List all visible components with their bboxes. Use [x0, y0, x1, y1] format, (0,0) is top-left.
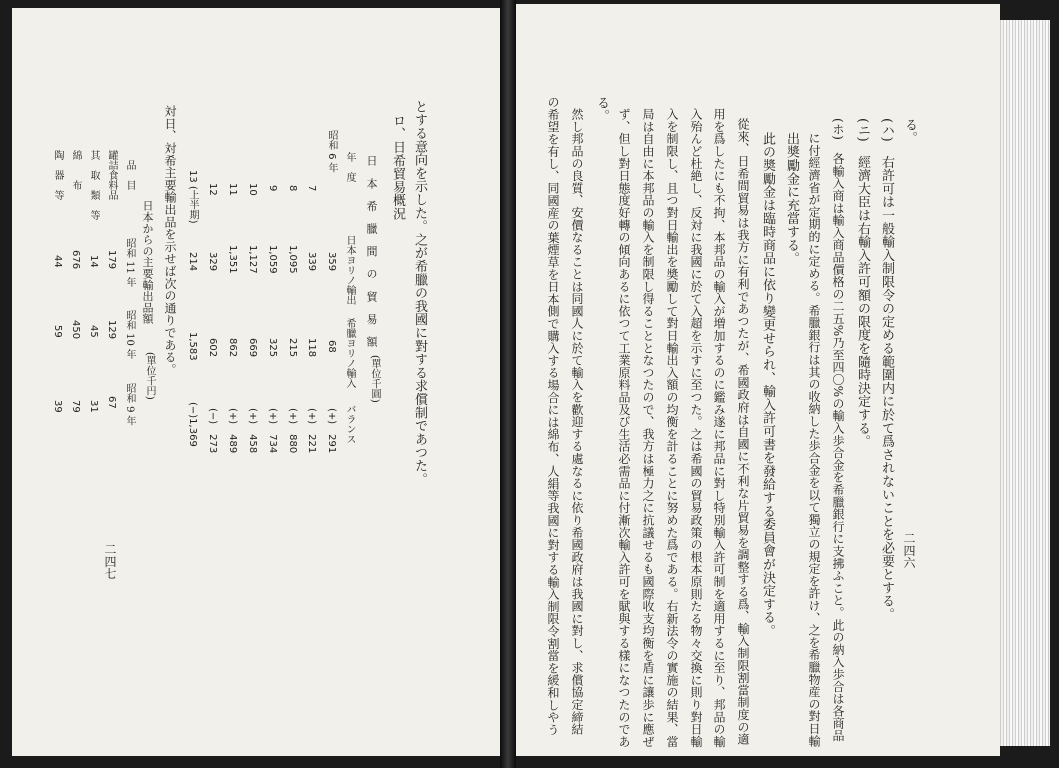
export-table-unit: (單位千円) [144, 352, 155, 400]
left-section-heading: ロ、日希貿易概況 [390, 114, 405, 221]
export-intro: 対日、対希主要輸出品を示せば次の通りである。 [163, 105, 177, 376]
export-value: 79 [70, 400, 81, 413]
trade-import: 1,583 [187, 332, 198, 361]
export-value: 39 [52, 400, 63, 413]
right-line: 然し邦品の良質、安價なることは同國人に於て輸入を歡迎する處なるに依り希國政府は我國に對し、求償協定締結 [570, 108, 584, 736]
right-line: 此の奬勵金は臨時商品に依り變更せられ、輸入許可書を發給する委員會が決定する。 [760, 132, 775, 638]
page-edges [1000, 20, 1050, 746]
export-value: 676 [70, 250, 81, 270]
right-line: 出奬勵金に充當する。 [784, 132, 799, 265]
trade-balance: (+) 880 [287, 408, 298, 454]
right-line: (ハ) 右許可は一般輸入制限令の定める範圍内に於て爲されないことを必要とする。 [879, 118, 894, 621]
right-line: 用を爲したにも不拘、本邦品の輸入が増加するのに鑑み遂に邦品に對し特別輸入許可制を適用するに至り、邦品の輸 [712, 108, 726, 748]
right-line: 入を制限し、且つ對日輸出を奬勵して對日輸出入額の均衡を計ることに努めた爲である。右新法令の實施の結果、當 [665, 108, 679, 748]
right-line: の希望を有し、同國産の葉煙草を日本側で購入する場合には綿布、人絹等我國に對する輸入制限令割當を緩和しやう [546, 96, 560, 736]
export-value: 14 [88, 255, 99, 268]
trade-header-balance: バランス [344, 404, 355, 444]
trade-balance: (+) 291 [326, 408, 337, 454]
trade-import: 862 [227, 338, 238, 358]
book-gutter [500, 0, 516, 768]
trade-export: 1,095 [287, 245, 298, 274]
left-page [12, 8, 506, 756]
right-line: に付經濟省が定期的に定める。希臘銀行は其の收納した歩合金を以て獨立の規定を許け、之を希臘物産の對日輸 [807, 132, 821, 747]
trade-export: 339 [306, 252, 317, 272]
trade-header-import: 希臘ヨリノ輸入 [344, 318, 355, 388]
right-line: 局は自由に本邦品の輸入を制限し得ることとなつたので、我方は極力之に抗議せるも國際收支均衡を盾に讓歩に應ぜ [641, 108, 655, 748]
export-header-1936: 昭和 11 年 [124, 238, 135, 288]
right-page-number: 二四六 [902, 532, 916, 569]
trade-year: 昭和 6 年 [326, 130, 337, 173]
right-line: る。 [594, 96, 609, 123]
export-value: 450 [70, 320, 81, 340]
export-value: 45 [88, 325, 99, 338]
trade-table-title: 日 本 希 臘 間 の 貿 易 額 [365, 155, 378, 348]
trade-import: 325 [267, 338, 278, 358]
trade-balance: (+) 221 [306, 408, 317, 454]
export-header-1934: 昭和 9 年 [124, 383, 135, 426]
trade-import: 68 [326, 340, 337, 353]
trade-balance: (+) 458 [247, 408, 258, 454]
trade-header-export: 日本ヨリノ輸出 [344, 235, 355, 305]
right-line: 從來、日希間貿易は我方に有利であつたが、希國政府は自國に不利な片貿易を調整する爲、輸入制限割當制度の適 [736, 118, 750, 746]
trade-export: 214 [187, 252, 198, 272]
trade-export: 1,059 [267, 245, 278, 274]
export-header-item: 品 目 [124, 160, 135, 190]
export-table-title: 日本からの主要輸出品額 [141, 200, 154, 325]
right-line: ず、但し對日態度好轉の傾向あるに依つて工業原料品及び生活必需品に付漸次輸入許可を賦與する樣になつたのであ [617, 108, 631, 748]
left-line: とする意向を示した。之が希臘の我國に對する求償制であつた。 [412, 100, 427, 486]
trade-import: 602 [207, 338, 218, 358]
trade-year: 11 [227, 183, 238, 196]
export-value: 44 [52, 255, 63, 268]
trade-import: 118 [306, 338, 317, 358]
export-value: 179 [106, 250, 117, 270]
trade-export: 359 [326, 252, 337, 272]
right-line: (ホ) 各輸入商は輸入商品價格の二五%乃至四〇%の輸入歩合金を希臘銀行に支拂ふこと。此の納入歩合は各商品 [831, 118, 845, 742]
trade-year: 8 [287, 185, 298, 192]
export-item: 綿 布 [70, 150, 81, 190]
trade-year: 7 [306, 185, 317, 192]
trade-balance: (+) 489 [227, 408, 238, 454]
trade-export: 329 [207, 252, 218, 272]
right-line: (ニ) 經濟大臣は右輸入許可額の限度を隨時決定する。 [855, 118, 870, 448]
trade-year: 12 [207, 183, 218, 196]
left-page-number: 二四七 [103, 543, 117, 580]
trade-table-unit: (單位千圓) [369, 355, 380, 403]
trade-year: 13 (上半期) [187, 170, 198, 224]
trade-import: 669 [247, 338, 258, 358]
export-item: 罐詰食料品 [106, 150, 117, 200]
trade-export: 1,127 [247, 245, 258, 274]
right-line: る。 [902, 118, 917, 145]
trade-balance: (−) 273 [207, 408, 218, 454]
trade-header-year: 年 度 [344, 152, 355, 182]
trade-balance: (+) 734 [267, 408, 278, 454]
export-value: 67 [106, 396, 117, 409]
right-line: 入殆んど杜絶し、反対に我國に於て入超を示すに至つた。之は希國の貿易政策の根本原則たる物々交換に則り對日輸 [689, 108, 703, 748]
export-value: 59 [52, 325, 63, 338]
export-value: 129 [106, 320, 117, 340]
export-item: 陶 器 等 [52, 150, 63, 200]
export-header-1935: 昭和 10 年 [124, 310, 135, 360]
trade-balance: (−)1,369 [187, 402, 198, 447]
trade-year: 9 [267, 185, 278, 192]
export-item: 其 取 類 等 [88, 150, 99, 220]
trade-year: 10 [247, 183, 258, 196]
trade-import: 215 [287, 338, 298, 358]
trade-export: 1,351 [227, 245, 238, 274]
export-value: 31 [88, 400, 99, 413]
